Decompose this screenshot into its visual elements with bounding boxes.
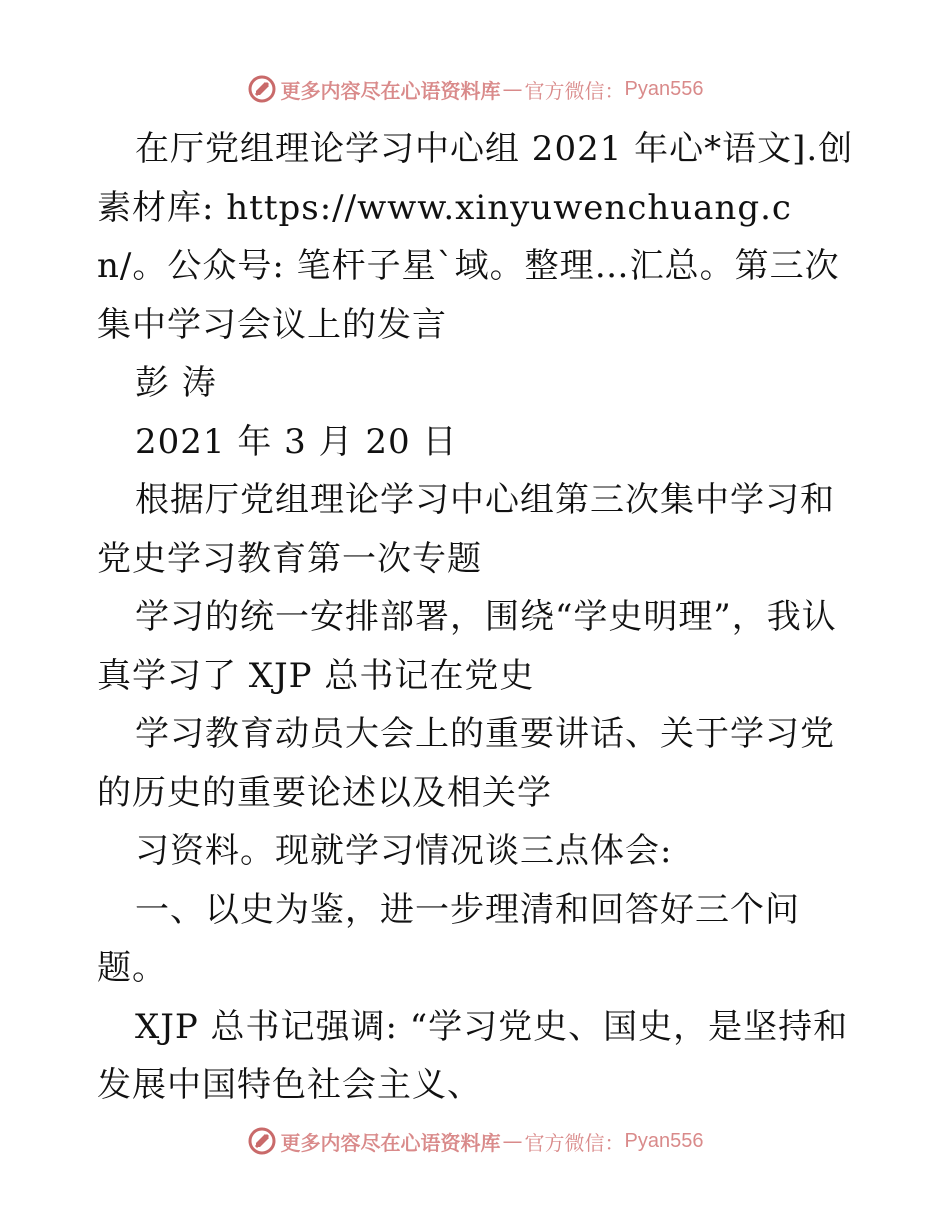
watermark-wechat-id: Pyan556 [624, 1129, 704, 1152]
watermark-logo-icon [247, 74, 277, 104]
document-author: 彭 涛 [135, 363, 217, 403]
paragraph: XJP 总书记强调: “学习党史、国史，是坚持和发展中国特色社会主义、 [97, 1006, 849, 1105]
paragraph: 根据厅党组理论学习中心组第三次集中学习和党史学习教育第一次专题 [97, 480, 835, 579]
document-date: 2021 年 3 月 20 日 [135, 421, 458, 462]
paragraph: 习资料。现就学习情况谈三点体会: [135, 831, 673, 871]
watermark-site-text: 更多内容尽在心语资料库 [280, 78, 501, 103]
paragraph: 学习教育动员大会上的重要讲话、关于学习党的历史的重要论述以及相关学 [97, 714, 835, 813]
watermark-dash: — [502, 1129, 523, 1153]
header-watermark [0, 72, 950, 106]
watermark-site-text: 更多内容尽在心语资料库 [280, 1130, 501, 1155]
watermark-dash: — [502, 77, 523, 101]
document-body [97, 120, 857, 1115]
watermark-wechat-id: Pyan556 [624, 77, 704, 100]
document-title: 在厅党组理论学习中心组 2021 年心*语文].创素材库: https://www.xinyuwenchuang.cn/。公众号: 笔杆子星`域。整理…汇总。第三次集中学习会议上的发言 [97, 129, 854, 345]
watermark-wechat-label: 官方微信： [524, 1130, 625, 1155]
watermark-wechat-label: 官方微信： [524, 78, 625, 103]
section-heading: 一、以史为鉴，进一步理清和回答好三个问题。 [97, 889, 800, 988]
footer-watermark [0, 1124, 950, 1158]
watermark-logo-icon [247, 1126, 277, 1156]
paragraph: 学习的统一安排部署，围绕“学史明理”，我认真学习了 XJP 总书记在党史 [97, 597, 837, 696]
